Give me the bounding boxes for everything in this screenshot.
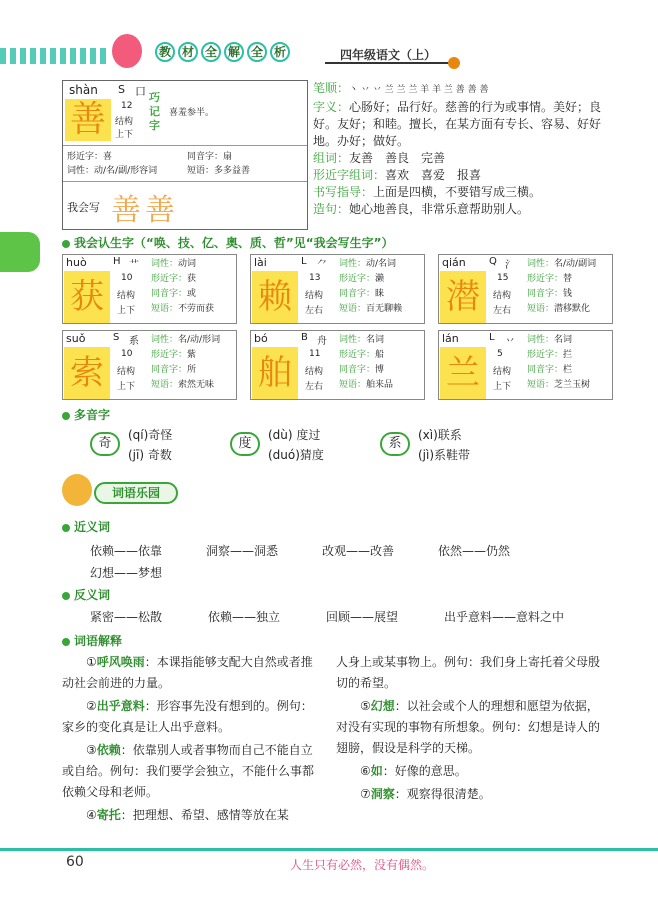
card-hom-row <box>527 287 613 302</box>
recognize-card <box>62 330 237 400</box>
card-pinyin: huò <box>66 256 87 269</box>
card-info <box>151 257 237 317</box>
recognize-cards <box>62 254 612 404</box>
main-char-pinyin: shàn <box>69 83 98 97</box>
card-pos-row <box>151 333 237 348</box>
recognize-title-text: 我会认生字（“唤、技、亿、奥、质、哲”见“我会写生字”） <box>74 236 394 250</box>
main-char-radical-box: 口 <box>135 85 146 98</box>
card-pinyin: qián <box>442 256 466 269</box>
card-sim-row <box>339 272 425 287</box>
words-text: 友善 善良 完善 <box>349 151 446 165</box>
explain-num: ⑤ <box>360 699 371 713</box>
recognize-card <box>438 330 613 400</box>
card-radical: ⺈ <box>317 260 327 271</box>
card-pos-label: 词性： <box>527 259 555 269</box>
card-phr: 不劳而获 <box>178 304 215 314</box>
card-hom-label: 同音字： <box>527 289 564 299</box>
polyphone-row <box>90 424 610 468</box>
card-hom-row <box>151 363 237 378</box>
card-sim: 拦 <box>563 350 573 360</box>
polyphone-reading: (xì)联系 <box>418 428 462 442</box>
explain-term: 幻想 <box>370 699 395 713</box>
card-pinyin: lán <box>442 332 459 345</box>
synonym-title <box>62 518 110 535</box>
card-structure-type: 左右 <box>305 306 324 316</box>
polyphone-reading: (duó)猜度 <box>268 448 324 462</box>
explain-num: ② <box>86 699 97 713</box>
section-bullet-icon <box>62 240 70 248</box>
polyphone-reading: (qí)奇怪 <box>128 428 173 442</box>
card-radical: 丷 <box>505 336 515 347</box>
main-char-details <box>313 80 613 218</box>
card-pos-row <box>151 257 237 272</box>
card-pos-row <box>527 257 613 272</box>
header-grade-label: 四年级语文（上） <box>340 48 437 62</box>
card-phr: 潜移默化 <box>554 304 591 314</box>
main-char-structure: 结构 <box>115 117 134 127</box>
vocab-banner <box>62 478 182 508</box>
card-strokes: 11 <box>309 349 321 359</box>
card-sim-label: 形近字： <box>527 350 564 360</box>
main-char-structure-type: 上下 <box>115 130 134 140</box>
card-pos-label: 词性： <box>151 259 179 269</box>
main-char-radical-letter: S <box>118 83 125 96</box>
polyphone-title-text: 多音字 <box>74 408 111 422</box>
polyphone-item <box>380 424 520 468</box>
words-label: 组词： <box>313 151 350 165</box>
guide-text: 上面是四横，不要错写成三横。 <box>373 185 542 199</box>
card-sim: 获 <box>187 274 197 284</box>
sentence-text: 她心地善良，非常乐意帮助别人。 <box>349 202 530 216</box>
card-sim: 紫 <box>187 350 197 360</box>
header-checker-decoration <box>0 48 110 64</box>
card-strokes: 13 <box>309 273 321 283</box>
card-hom-label: 同音字： <box>339 365 376 375</box>
similar-words-label: 形近字组词： <box>313 168 386 182</box>
card-hom-row <box>527 363 613 378</box>
explain-entry <box>336 696 600 759</box>
antonym-pair: 回顾——展望 <box>326 610 399 624</box>
main-char-similar: 形近字：喜 <box>67 152 113 162</box>
explain-text: ：本课指能够支配大自然或者推动社会前进的力量。 <box>62 655 313 690</box>
explain-term: 洞察 <box>370 787 395 801</box>
card-pos-label: 词性： <box>339 259 367 269</box>
section-bullet-icon <box>62 412 70 420</box>
explain-term: 出乎意料 <box>96 699 145 713</box>
antonym-title-text: 反义词 <box>74 588 111 602</box>
header-bar <box>0 40 658 70</box>
main-char-write-chars: 善善 <box>111 193 179 228</box>
sentence-label: 造句： <box>313 202 350 216</box>
card-phr: 舶来品 <box>366 380 394 390</box>
polyphone-reading: (dù) 度过 <box>268 428 321 442</box>
explain-num: ③ <box>86 743 97 757</box>
card-strokes: 15 <box>497 273 509 283</box>
main-char-divider <box>63 145 307 146</box>
main-char-divider <box>63 181 307 182</box>
explain-text: ：依靠别人或者事物而自己不能自立或自给。例句：我们要学会独立，不能什么事都依赖父母和老师。 <box>62 743 315 799</box>
card-glyph: 索 <box>64 347 110 399</box>
similar-words-row <box>313 167 613 184</box>
main-char-homophone: 同音字：扇 <box>187 152 233 162</box>
main-char-strokes: 12 <box>121 101 133 111</box>
card-hom: 栏 <box>563 365 573 375</box>
card-pos-row <box>527 333 613 348</box>
recognize-card <box>250 254 425 324</box>
card-hom-row <box>151 287 237 302</box>
card-hom: 所 <box>187 365 197 375</box>
card-strokes: 5 <box>497 349 503 359</box>
antonym-pair: 紧密——松散 <box>90 610 163 624</box>
explain-entry <box>336 652 600 694</box>
synonym-pair: 洞察——洞悉 <box>206 544 279 558</box>
stroke-order-seq: 丶 丷 丷 兰 兰 兰 羊 羊 兰 善 善 善 <box>349 85 489 95</box>
card-phr-row <box>339 302 425 317</box>
card-structure-type: 上下 <box>493 382 512 392</box>
synonym-pair: 改观——改善 <box>322 544 395 558</box>
polyphone-title <box>62 406 110 423</box>
header-title-char: 全 <box>247 42 267 62</box>
card-sim-row <box>151 348 237 363</box>
card-radical: 舟 <box>317 336 327 347</box>
antonym-pair: 依赖——独立 <box>208 610 281 624</box>
words-row <box>313 150 613 167</box>
card-sim-label: 形近字： <box>527 274 564 284</box>
explain-entry <box>336 784 600 805</box>
guide-label: 书写指导： <box>313 185 374 199</box>
guide-row <box>313 184 613 201</box>
card-sim-label: 形近字： <box>339 274 376 284</box>
card-hom-label: 同音字： <box>527 365 564 375</box>
card-glyph: 舶 <box>252 347 298 399</box>
card-structure: 结构 <box>493 291 512 301</box>
explain-term: 依赖 <box>96 743 121 757</box>
similar-words-text: 喜欢 喜爱 报喜 <box>385 168 482 182</box>
card-structure: 结构 <box>117 367 136 377</box>
footer-page-number: 60 <box>66 854 84 870</box>
card-strokes: 10 <box>121 349 133 359</box>
card-hom: 或 <box>187 289 197 299</box>
card-pos: 动/名词 <box>366 259 397 269</box>
polyphone-item <box>90 424 230 468</box>
card-pos-row <box>339 333 425 348</box>
explain-text: ：形容事先没有想到的。例句：家乡的变化真是让人出乎意料。 <box>62 699 313 734</box>
explain-right-column <box>336 652 600 807</box>
card-glyph: 获 <box>64 271 110 323</box>
card-radical: 艹 <box>129 260 139 271</box>
card-letter: Q <box>489 256 497 267</box>
recognize-card <box>250 330 425 400</box>
card-structure: 结构 <box>117 291 136 301</box>
explain-text: ：观察得很清楚。 <box>394 787 491 801</box>
polyphone-reading: (jì)系鞋带 <box>418 448 471 462</box>
card-phr-label: 短语： <box>339 380 367 390</box>
card-sim: 船 <box>375 350 385 360</box>
explain-num: ④ <box>86 808 97 822</box>
card-hom: 睐 <box>375 289 385 299</box>
card-letter: S <box>113 332 120 343</box>
card-phr-label: 短语： <box>527 380 555 390</box>
card-structure: 结构 <box>493 367 512 377</box>
card-glyph: 兰 <box>440 347 486 399</box>
header-title-char: 全 <box>201 42 221 62</box>
card-glyph: 潜 <box>440 271 486 323</box>
explain-term: 呼风唤雨 <box>96 655 145 669</box>
footer-line <box>0 848 658 851</box>
card-sim: 替 <box>563 274 573 284</box>
card-info <box>527 333 613 393</box>
header-pencil-line <box>325 62 450 64</box>
antonym-pair: 出乎意料——意料之中 <box>444 610 565 624</box>
stroke-order-row <box>313 80 613 99</box>
synonym-pair: 依赖——依靠 <box>90 544 163 558</box>
explain-entry <box>336 761 600 782</box>
explain-term: 如 <box>370 764 383 778</box>
card-hom-label: 同音字： <box>151 289 188 299</box>
card-phr-row <box>151 302 237 317</box>
antonym-title <box>62 586 110 603</box>
header-title-char: 析 <box>270 42 290 62</box>
header-title-char: 材 <box>178 42 198 62</box>
recognize-title <box>62 234 394 251</box>
header-mascot-icon <box>112 34 142 68</box>
card-info <box>151 333 237 393</box>
card-hom-label: 同音字： <box>339 289 376 299</box>
card-structure: 结构 <box>305 291 324 301</box>
definition-row <box>313 99 613 150</box>
card-phr: 百无聊赖 <box>366 304 403 314</box>
card-hom-label: 同音字： <box>151 365 188 375</box>
card-pinyin: suǒ <box>66 332 86 345</box>
card-pos-label: 词性： <box>527 335 555 345</box>
vocab-banner-label: 词语乐园 <box>94 482 178 504</box>
section-bullet-icon <box>62 592 70 600</box>
card-structure: 结构 <box>305 367 324 377</box>
main-char-tip-text: 喜羞参半。 <box>169 108 215 118</box>
synonym-title-text: 近义词 <box>74 520 111 534</box>
explain-text: ：以社会或个人的理想和愿望为依据，对没有实现的事物有所想象。例句：幻想是诗人的翅膀，假设是科学的天梯。 <box>336 699 601 755</box>
sentence-row <box>313 201 613 218</box>
polyphone-char: 度 <box>230 432 260 456</box>
card-phr-row <box>527 302 613 317</box>
card-structure-type: 上下 <box>117 382 136 392</box>
card-letter: L <box>301 256 307 267</box>
recognize-card <box>62 254 237 324</box>
card-radical: 氵 <box>505 260 515 271</box>
card-phr-label: 短语： <box>339 304 367 314</box>
card-pos-row <box>339 257 425 272</box>
explain-num: ⑦ <box>360 787 371 801</box>
polyphone-char: 奇 <box>90 432 120 456</box>
polyphone-reading: (jī) 奇数 <box>128 448 172 462</box>
card-hom-row <box>339 363 425 378</box>
header-title <box>155 42 290 62</box>
synonym-pair: 幻想——梦想 <box>90 566 163 580</box>
explain-entry <box>62 805 324 826</box>
explain-text: ：好像的意思。 <box>382 764 467 778</box>
card-radical: 系 <box>129 336 139 347</box>
card-pos: 名词 <box>366 335 385 345</box>
card-structure-type: 左右 <box>305 382 324 392</box>
card-pos: 名词 <box>554 335 573 345</box>
section-bullet-icon <box>62 638 70 646</box>
card-sim-label: 形近字： <box>151 350 188 360</box>
explain-text: ：把理想、希望、感情等放在某 <box>120 808 289 822</box>
vocab-mascot-icon <box>62 474 92 506</box>
stroke-order-label: 笔顺： <box>313 81 350 95</box>
section-bullet-icon <box>62 524 70 532</box>
card-hom: 博 <box>375 365 385 375</box>
explain-entry <box>62 696 324 738</box>
explain-text: 人身上或某事物上。例句：我们身上寄托着父母殷切的希望。 <box>336 655 601 690</box>
main-char-write-label: 我会写 <box>67 201 100 214</box>
card-structure-type: 左右 <box>493 306 512 316</box>
card-letter: B <box>301 332 308 343</box>
main-char-tip-label: 巧记字 <box>149 91 160 132</box>
card-pos-label: 词性： <box>151 335 179 345</box>
card-pinyin: lài <box>254 256 267 269</box>
main-char-phrase: 短语：多多益善 <box>187 166 251 176</box>
card-phr-row <box>151 378 237 393</box>
explain-left-column <box>62 652 324 828</box>
explain-entry <box>62 740 324 803</box>
card-hom-row <box>339 287 425 302</box>
card-sim-label: 形近字： <box>339 350 376 360</box>
card-letter: H <box>113 256 121 267</box>
main-char-glyph: 善 <box>65 99 111 141</box>
card-info <box>527 257 613 317</box>
explain-entry <box>62 652 324 694</box>
main-char-table <box>62 80 308 230</box>
definition-label: 字义： <box>313 100 350 114</box>
card-phr: 索然无味 <box>178 380 215 390</box>
explain-num: ⑥ <box>360 764 371 778</box>
card-sim-label: 形近字： <box>151 274 188 284</box>
definition-text: 心肠好；品行好。慈善的行为或事情。美好；良好。友好；和睦。擅长，在某方面有专长、容易、好好地。办好；做好。 <box>313 100 602 148</box>
card-pos: 动词 <box>178 259 197 269</box>
footer-motto: 人生只有必然，没有偶然。 <box>290 858 435 872</box>
recognize-card <box>438 254 613 324</box>
polyphone-char: 系 <box>380 432 410 456</box>
card-phr: 芝兰玉树 <box>554 380 591 390</box>
card-strokes: 10 <box>121 273 133 283</box>
card-pos: 名/动/形词 <box>178 335 221 345</box>
card-phr-row <box>527 378 613 393</box>
card-sim-row <box>527 348 613 363</box>
card-pinyin: bó <box>254 332 268 345</box>
card-info <box>339 257 425 317</box>
card-phr-label: 短语： <box>151 304 179 314</box>
explain-term: 寄托 <box>96 808 121 822</box>
side-mascot-icon <box>0 232 40 272</box>
card-info <box>339 333 425 393</box>
card-pos: 名/动/副词 <box>554 259 597 269</box>
card-sim-row <box>151 272 237 287</box>
card-phr-row <box>339 378 425 393</box>
synonym-pair: 依然——仍然 <box>438 544 511 558</box>
explain-title <box>62 632 122 649</box>
card-letter: L <box>489 332 495 343</box>
header-title-char: 解 <box>224 42 244 62</box>
antonym-list <box>90 608 620 625</box>
card-hom: 钱 <box>563 289 573 299</box>
explain-num: ① <box>86 655 97 669</box>
header-title-char: 教 <box>155 42 175 62</box>
main-char-pos: 词性：动/名/副/形容词 <box>67 166 158 176</box>
card-structure-type: 上下 <box>117 306 136 316</box>
card-phr-label: 短语： <box>527 304 555 314</box>
card-sim-row <box>527 272 613 287</box>
card-glyph: 赖 <box>252 271 298 323</box>
card-sim-row <box>339 348 425 363</box>
card-phr-label: 短语： <box>151 380 179 390</box>
card-sim: 濑 <box>375 274 385 284</box>
card-pos-label: 词性： <box>339 335 367 345</box>
header-pencil-tip-icon <box>448 57 460 69</box>
polyphone-item <box>230 424 370 468</box>
synonym-list <box>90 540 610 584</box>
explain-title-text: 词语解释 <box>74 634 123 648</box>
